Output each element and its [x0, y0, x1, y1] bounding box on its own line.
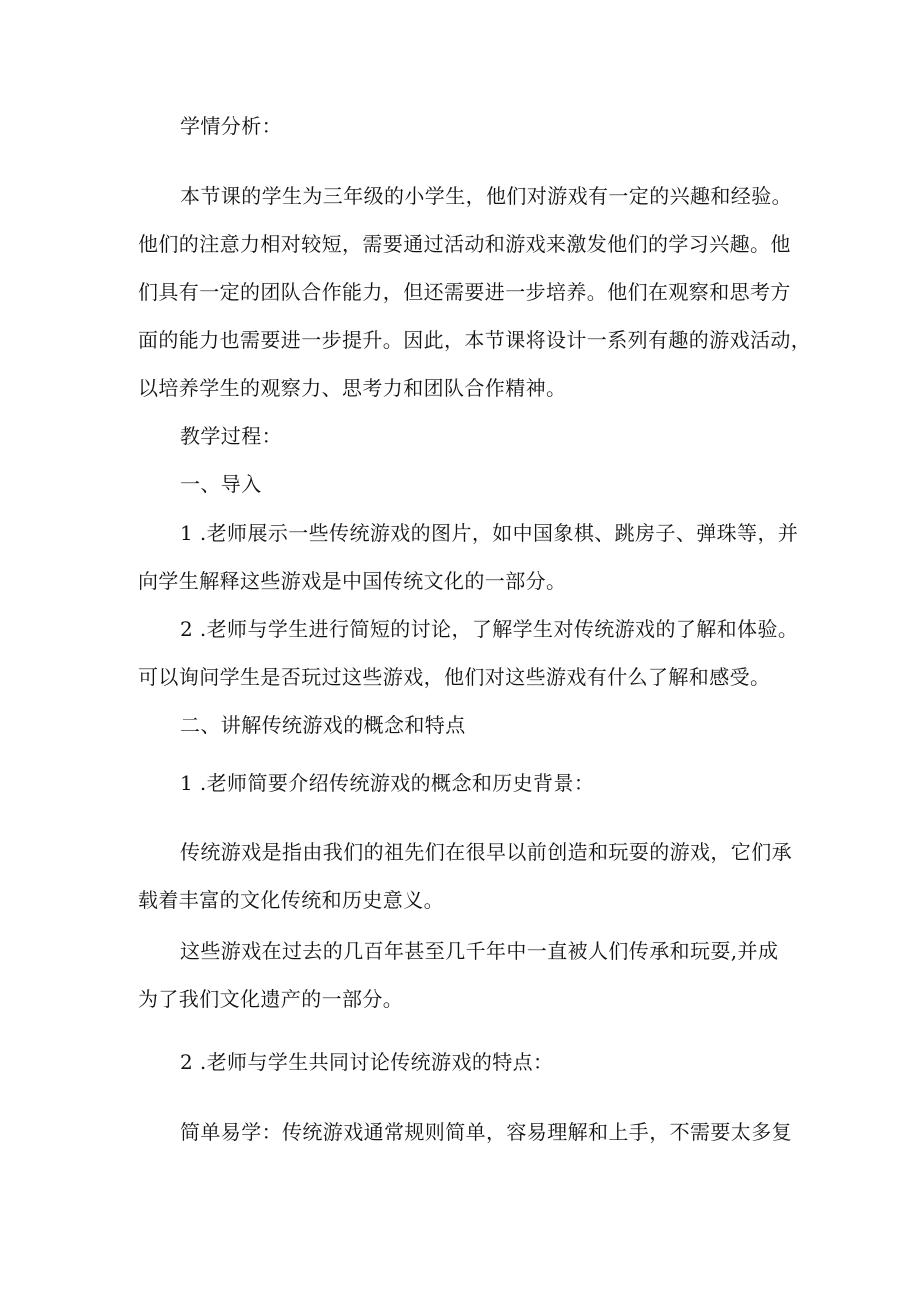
paragraph-line: 简单易学：传统游戏通常规则简单，容易理解和上手，不需要太多复	[180, 1120, 792, 1144]
list-item-line: 2 .老师与学生共同讨论传统游戏的特点：	[180, 1050, 554, 1074]
list-item-line: 向学生解释这些游戏是中国传统文化的一部分。	[138, 569, 567, 593]
list-item-line: 1 .老师简要介绍传统游戏的概念和历史背景：	[180, 771, 595, 795]
paragraph-line: 以培养学生的观察力、思考力和团队合作精神。	[138, 376, 567, 400]
teaching-process-heading: 教学过程：	[180, 424, 282, 448]
list-item-line: 2 .老师与学生进行简短的讨论，了解学生对传统游戏的了解和体验。	[180, 617, 799, 641]
paragraph-line: 为了我们文化遗产的一部分。	[138, 987, 404, 1011]
paragraph-line: 这些游戏在过去的几百年甚至几千年中一直被人们传承和玩耍,并成	[180, 939, 779, 963]
paragraph-line: 传统游戏是指由我们的祖先们在很早以前创造和玩耍的游戏，它们承	[180, 840, 792, 864]
paragraph-line: 载着丰富的文化传统和历史意义。	[138, 888, 444, 912]
paragraph-line: 们具有一定的团队合作能力，但还需要进一步培养。他们在观察和思考方	[138, 280, 791, 304]
paragraph-line: 面的能力也需要进一步提升。因此，本节课将设计一系列有趣的游戏活动，	[138, 328, 812, 352]
paragraph-line: 他们的注意力相对较短，需要通过活动和游戏来激发他们的学习兴趣。他	[138, 232, 791, 256]
list-item-line: 1 .老师展示一些传统游戏的图片，如中国象棋、跳房子、弹珠等，并	[180, 521, 799, 545]
part-one-heading: 一、导入	[180, 472, 262, 496]
part-two-heading: 二、讲解传统游戏的概念和特点	[180, 713, 466, 737]
list-item-line: 可以询问学生是否玩过这些游戏，他们对这些游戏有什么了解和感受。	[138, 665, 771, 689]
student-analysis-heading: 学情分析：	[180, 114, 282, 138]
paragraph-line: 本节课的学生为三年级的小学生，他们对游戏有一定的兴趣和经验。	[180, 184, 792, 208]
